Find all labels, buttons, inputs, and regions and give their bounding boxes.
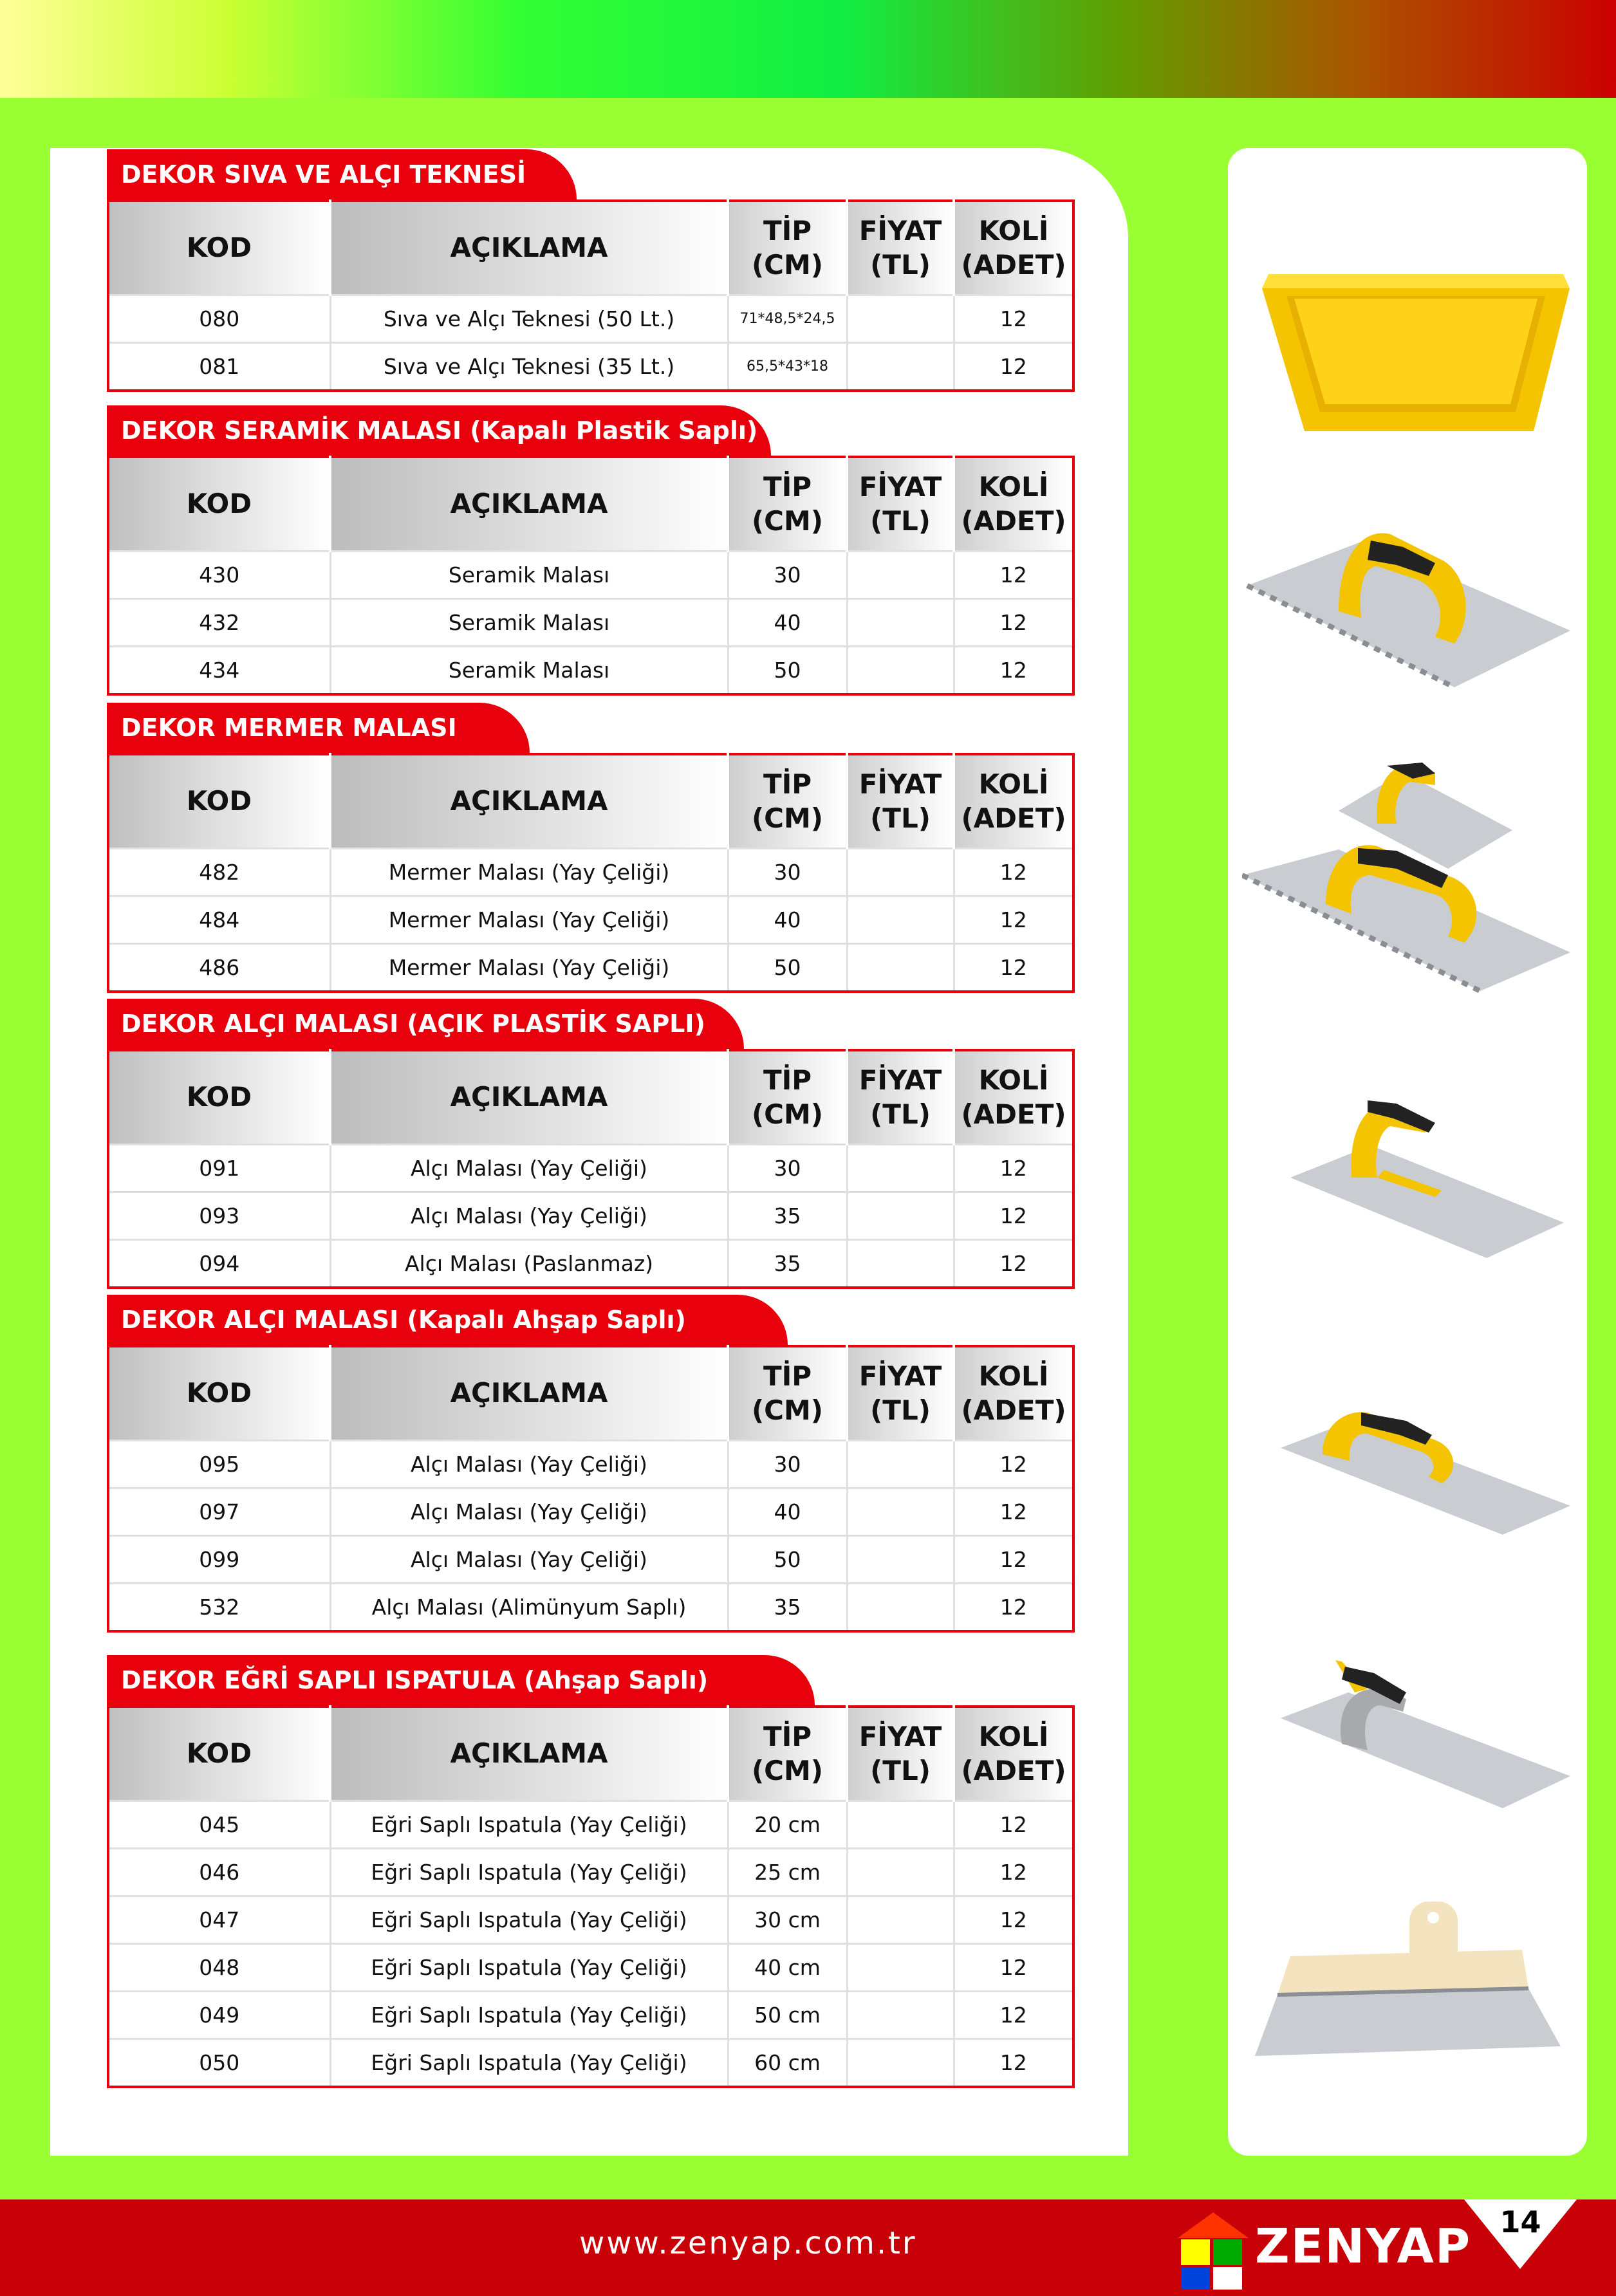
zenyap-logo-icon xyxy=(1178,2199,1255,2296)
cell-koli: 12 xyxy=(954,1145,1073,1192)
marble-trowel-image xyxy=(1242,753,1577,1010)
cell-aciklama: Eğri Saplı Ispatula (Yay Çeliği) xyxy=(330,1944,728,1992)
header-koli: KOLİ (ADET) xyxy=(954,1050,1073,1145)
cell-koli: 12 xyxy=(954,599,1073,647)
cell-kod: 432 xyxy=(108,599,330,647)
cell-kod: 484 xyxy=(108,896,330,944)
cell-kod: 099 xyxy=(108,1536,330,1584)
cell-kod: 094 xyxy=(108,1240,330,1288)
cell-koli: 12 xyxy=(954,944,1073,992)
table-header-row xyxy=(108,457,1073,551)
header-kod: KOD xyxy=(108,1050,330,1145)
section-title: DEKOR ALÇI MALASI (Kapalı Ahşap Saplı) xyxy=(107,1295,788,1345)
header-fiyat: FİYAT (TL) xyxy=(847,457,954,551)
cell-fiyat xyxy=(847,551,954,599)
cell-kod: 047 xyxy=(108,1896,330,1944)
table-row xyxy=(108,849,1073,896)
cell-fiyat xyxy=(847,1801,954,1849)
section-title: DEKOR ALÇI MALASI (AÇIK PLASTİK SAPLI) xyxy=(107,999,744,1049)
cell-fiyat xyxy=(847,1145,954,1192)
header-koli: KOLİ (ADET) xyxy=(954,201,1073,295)
cell-kod: 048 xyxy=(108,1944,330,1992)
cell-aciklama: Eğri Saplı Ispatula (Yay Çeliği) xyxy=(330,1849,728,1896)
cell-kod: 050 xyxy=(108,2039,330,2088)
cell-fiyat xyxy=(847,343,954,391)
header-tip: TİP (CM) xyxy=(728,1346,847,1441)
header-fiyat: FİYAT (TL) xyxy=(847,1346,954,1441)
header-aciklama: AÇIKLAMA xyxy=(330,1707,728,1801)
page-number: 14 xyxy=(1500,2205,1541,2239)
product-table xyxy=(107,199,1075,392)
table-row xyxy=(108,1896,1073,1944)
cell-tip: 35 xyxy=(728,1192,847,1240)
table-row xyxy=(108,1240,1073,1288)
cell-kod: 080 xyxy=(108,295,330,343)
header-tip: TİP (CM) xyxy=(728,457,847,551)
cell-tip: 25 cm xyxy=(728,1849,847,1896)
cell-kod: 532 xyxy=(108,1584,330,1632)
header-koli: KOLİ (ADET) xyxy=(954,1346,1073,1441)
cell-tip: 40 xyxy=(728,896,847,944)
cell-aciklama: Eğri Saplı Ispatula (Yay Çeliği) xyxy=(330,2039,728,2088)
table-row xyxy=(108,1536,1073,1584)
header-kod: KOD xyxy=(108,1707,330,1801)
cell-fiyat xyxy=(847,1992,954,2039)
cell-fiyat xyxy=(847,849,954,896)
header-tip: TİP (CM) xyxy=(728,1050,847,1145)
header-aciklama: AÇIKLAMA xyxy=(330,1050,728,1145)
table-header-row xyxy=(108,201,1073,295)
header-kod: KOD xyxy=(108,457,330,551)
cell-tip: 60 cm xyxy=(728,2039,847,2088)
cell-koli: 12 xyxy=(954,1584,1073,1632)
cell-aciklama: Alçı Malası (Yay Çeliği) xyxy=(330,1192,728,1240)
header-tip: TİP (CM) xyxy=(728,201,847,295)
product-table xyxy=(107,1705,1075,2088)
cell-aciklama: Mermer Malası (Yay Çeliği) xyxy=(330,944,728,992)
cell-fiyat xyxy=(847,1488,954,1536)
header-tip: TİP (CM) xyxy=(728,1707,847,1801)
cell-aciklama: Alçı Malası (Yay Çeliği) xyxy=(330,1536,728,1584)
ceramic-trowel-image xyxy=(1242,515,1577,708)
cell-koli: 12 xyxy=(954,1801,1073,1849)
table-row xyxy=(108,1801,1073,1849)
table-row xyxy=(108,944,1073,992)
zenyap-logo xyxy=(1178,2199,1472,2296)
cell-koli: 12 xyxy=(954,1488,1073,1536)
product-table xyxy=(107,1049,1075,1289)
product-table xyxy=(107,753,1075,993)
cell-tip: 30 cm xyxy=(728,1896,847,1944)
product-table xyxy=(107,1345,1075,1633)
cell-fiyat xyxy=(847,1536,954,1584)
cell-tip: 50 xyxy=(728,1536,847,1584)
cell-aciklama: Eğri Saplı Ispatula (Yay Çeliği) xyxy=(330,1801,728,1849)
cell-aciklama: Seramik Malası xyxy=(330,551,728,599)
cell-kod: 049 xyxy=(108,1992,330,2039)
cell-koli: 12 xyxy=(954,1896,1073,1944)
cell-koli: 12 xyxy=(954,1992,1073,2039)
section-title: DEKOR EĞRİ SAPLI ISPATULA (Ahşap Saplı) xyxy=(107,1655,815,1705)
cell-tip: 40 xyxy=(728,599,847,647)
curved-handle-trowel-image xyxy=(1277,1654,1574,1821)
header-koli: KOLİ (ADET) xyxy=(954,1707,1073,1801)
table-row xyxy=(108,1849,1073,1896)
cell-koli: 12 xyxy=(954,1441,1073,1488)
cell-aciklama: Sıva ve Alçı Teknesi (50 Lt.) xyxy=(330,295,728,343)
cell-fiyat xyxy=(847,647,954,695)
cell-kod: 091 xyxy=(108,1145,330,1192)
cell-aciklama: Sıva ve Alçı Teknesi (35 Lt.) xyxy=(330,343,728,391)
table-row xyxy=(108,1992,1073,2039)
wooden-handle-trowel-image xyxy=(1277,1396,1574,1538)
cell-fiyat xyxy=(847,896,954,944)
cell-fiyat xyxy=(847,1192,954,1240)
cell-koli: 12 xyxy=(954,2039,1073,2088)
cell-aciklama: Seramik Malası xyxy=(330,599,728,647)
cell-fiyat xyxy=(847,1849,954,1896)
cell-kod: 046 xyxy=(108,1849,330,1896)
cell-tip: 35 xyxy=(728,1584,847,1632)
cell-koli: 12 xyxy=(954,849,1073,896)
cell-fiyat xyxy=(847,599,954,647)
header-fiyat: FİYAT (TL) xyxy=(847,754,954,849)
table-row xyxy=(108,551,1073,599)
cell-koli: 12 xyxy=(954,1944,1073,1992)
cell-aciklama: Alçı Malası (Yay Çeliği) xyxy=(330,1441,728,1488)
open-handle-trowel-image xyxy=(1287,1094,1570,1261)
section-title: DEKOR SERAMİK MALASI (Kapalı Plastik Saplı) xyxy=(107,405,771,456)
header-koli: KOLİ (ADET) xyxy=(954,457,1073,551)
table-header-row xyxy=(108,754,1073,849)
table-header-row xyxy=(108,1346,1073,1441)
cell-kod: 095 xyxy=(108,1441,330,1488)
table-row xyxy=(108,896,1073,944)
cell-aciklama: Eğri Saplı Ispatula (Yay Çeliği) xyxy=(330,1896,728,1944)
header-kod: KOD xyxy=(108,754,330,849)
table-row xyxy=(108,647,1073,695)
cell-koli: 12 xyxy=(954,343,1073,391)
cell-kod: 097 xyxy=(108,1488,330,1536)
cell-kod: 482 xyxy=(108,849,330,896)
cell-fiyat xyxy=(847,2039,954,2088)
cell-fiyat xyxy=(847,295,954,343)
table-row xyxy=(108,1192,1073,1240)
cell-fiyat xyxy=(847,1240,954,1288)
cell-aciklama: Alçı Malası (Yay Çeliği) xyxy=(330,1488,728,1536)
cell-tip: 65,5*43*18 xyxy=(728,343,847,391)
section-title: DEKOR SIVA VE ALÇI TEKNESİ xyxy=(107,149,577,199)
cell-kod: 486 xyxy=(108,944,330,992)
cell-kod: 081 xyxy=(108,343,330,391)
cell-tip: 71*48,5*24,5 xyxy=(728,295,847,343)
brand-wordmark: ZENYAP xyxy=(1255,2219,1472,2274)
cell-fiyat xyxy=(847,1896,954,1944)
website-link[interactable]: www.zenyap.com.tr xyxy=(579,2225,917,2261)
table-row xyxy=(108,2039,1073,2088)
header-koli: KOLİ (ADET) xyxy=(954,754,1073,849)
cell-tip: 35 xyxy=(728,1240,847,1288)
cell-tip: 40 cm xyxy=(728,1944,847,1992)
cell-aciklama: Mermer Malası (Yay Çeliği) xyxy=(330,849,728,896)
table-row xyxy=(108,1145,1073,1192)
plastic-tub-image xyxy=(1258,257,1574,444)
cell-tip: 30 xyxy=(728,1145,847,1192)
cell-fiyat xyxy=(847,1441,954,1488)
table-header-row xyxy=(108,1050,1073,1145)
table-row xyxy=(108,599,1073,647)
section-title: DEKOR MERMER MALASI xyxy=(107,703,530,753)
table-row xyxy=(108,1584,1073,1632)
header-fiyat: FİYAT (TL) xyxy=(847,1707,954,1801)
cell-tip: 30 xyxy=(728,1441,847,1488)
cell-aciklama: Alçı Malası (Paslanmaz) xyxy=(330,1240,728,1288)
table-row xyxy=(108,1944,1073,1992)
cell-koli: 12 xyxy=(954,1240,1073,1288)
header-fiyat: FİYAT (TL) xyxy=(847,1050,954,1145)
header-aciklama: AÇIKLAMA xyxy=(330,457,728,551)
cell-aciklama: Alçı Malası (Yay Çeliği) xyxy=(330,1145,728,1192)
cell-aciklama: Seramik Malası xyxy=(330,647,728,695)
table-row xyxy=(108,295,1073,343)
cell-tip: 30 xyxy=(728,551,847,599)
cell-kod: 430 xyxy=(108,551,330,599)
cell-aciklama: Mermer Malası (Yay Çeliği) xyxy=(330,896,728,944)
table-row xyxy=(108,343,1073,391)
cell-fiyat xyxy=(847,1584,954,1632)
table-row xyxy=(108,1488,1073,1536)
cell-koli: 12 xyxy=(954,1849,1073,1896)
header-aciklama: AÇIKLAMA xyxy=(330,1346,728,1441)
cell-kod: 093 xyxy=(108,1192,330,1240)
cell-aciklama: Alçı Malası (Alimünyum Saplı) xyxy=(330,1584,728,1632)
header-aciklama: AÇIKLAMA xyxy=(330,201,728,295)
cell-koli: 12 xyxy=(954,295,1073,343)
cell-koli: 12 xyxy=(954,551,1073,599)
table-header-row xyxy=(108,1707,1073,1801)
cell-koli: 12 xyxy=(954,896,1073,944)
cell-kod: 434 xyxy=(108,647,330,695)
cell-tip: 50 xyxy=(728,944,847,992)
cell-koli: 12 xyxy=(954,1192,1073,1240)
cell-fiyat xyxy=(847,944,954,992)
cell-tip: 30 xyxy=(728,849,847,896)
table-row xyxy=(108,1441,1073,1488)
header-tip: TİP (CM) xyxy=(728,754,847,849)
cell-kod: 045 xyxy=(108,1801,330,1849)
cell-aciklama: Eğri Saplı Ispatula (Yay Çeliği) xyxy=(330,1992,728,2039)
cell-tip: 20 cm xyxy=(728,1801,847,1849)
cell-tip: 40 xyxy=(728,1488,847,1536)
cell-fiyat xyxy=(847,1944,954,1992)
cell-tip: 50 cm xyxy=(728,1992,847,2039)
header-kod: KOD xyxy=(108,1346,330,1441)
product-table xyxy=(107,456,1075,696)
cell-tip: 50 xyxy=(728,647,847,695)
page-number-badge xyxy=(1464,2199,1577,2270)
cell-koli: 12 xyxy=(954,647,1073,695)
top-gradient-bar xyxy=(0,0,1616,98)
wide-spatula-image xyxy=(1252,1892,1574,2066)
header-aciklama: AÇIKLAMA xyxy=(330,754,728,849)
header-kod: KOD xyxy=(108,201,330,295)
cell-koli: 12 xyxy=(954,1536,1073,1584)
header-fiyat: FİYAT (TL) xyxy=(847,201,954,295)
